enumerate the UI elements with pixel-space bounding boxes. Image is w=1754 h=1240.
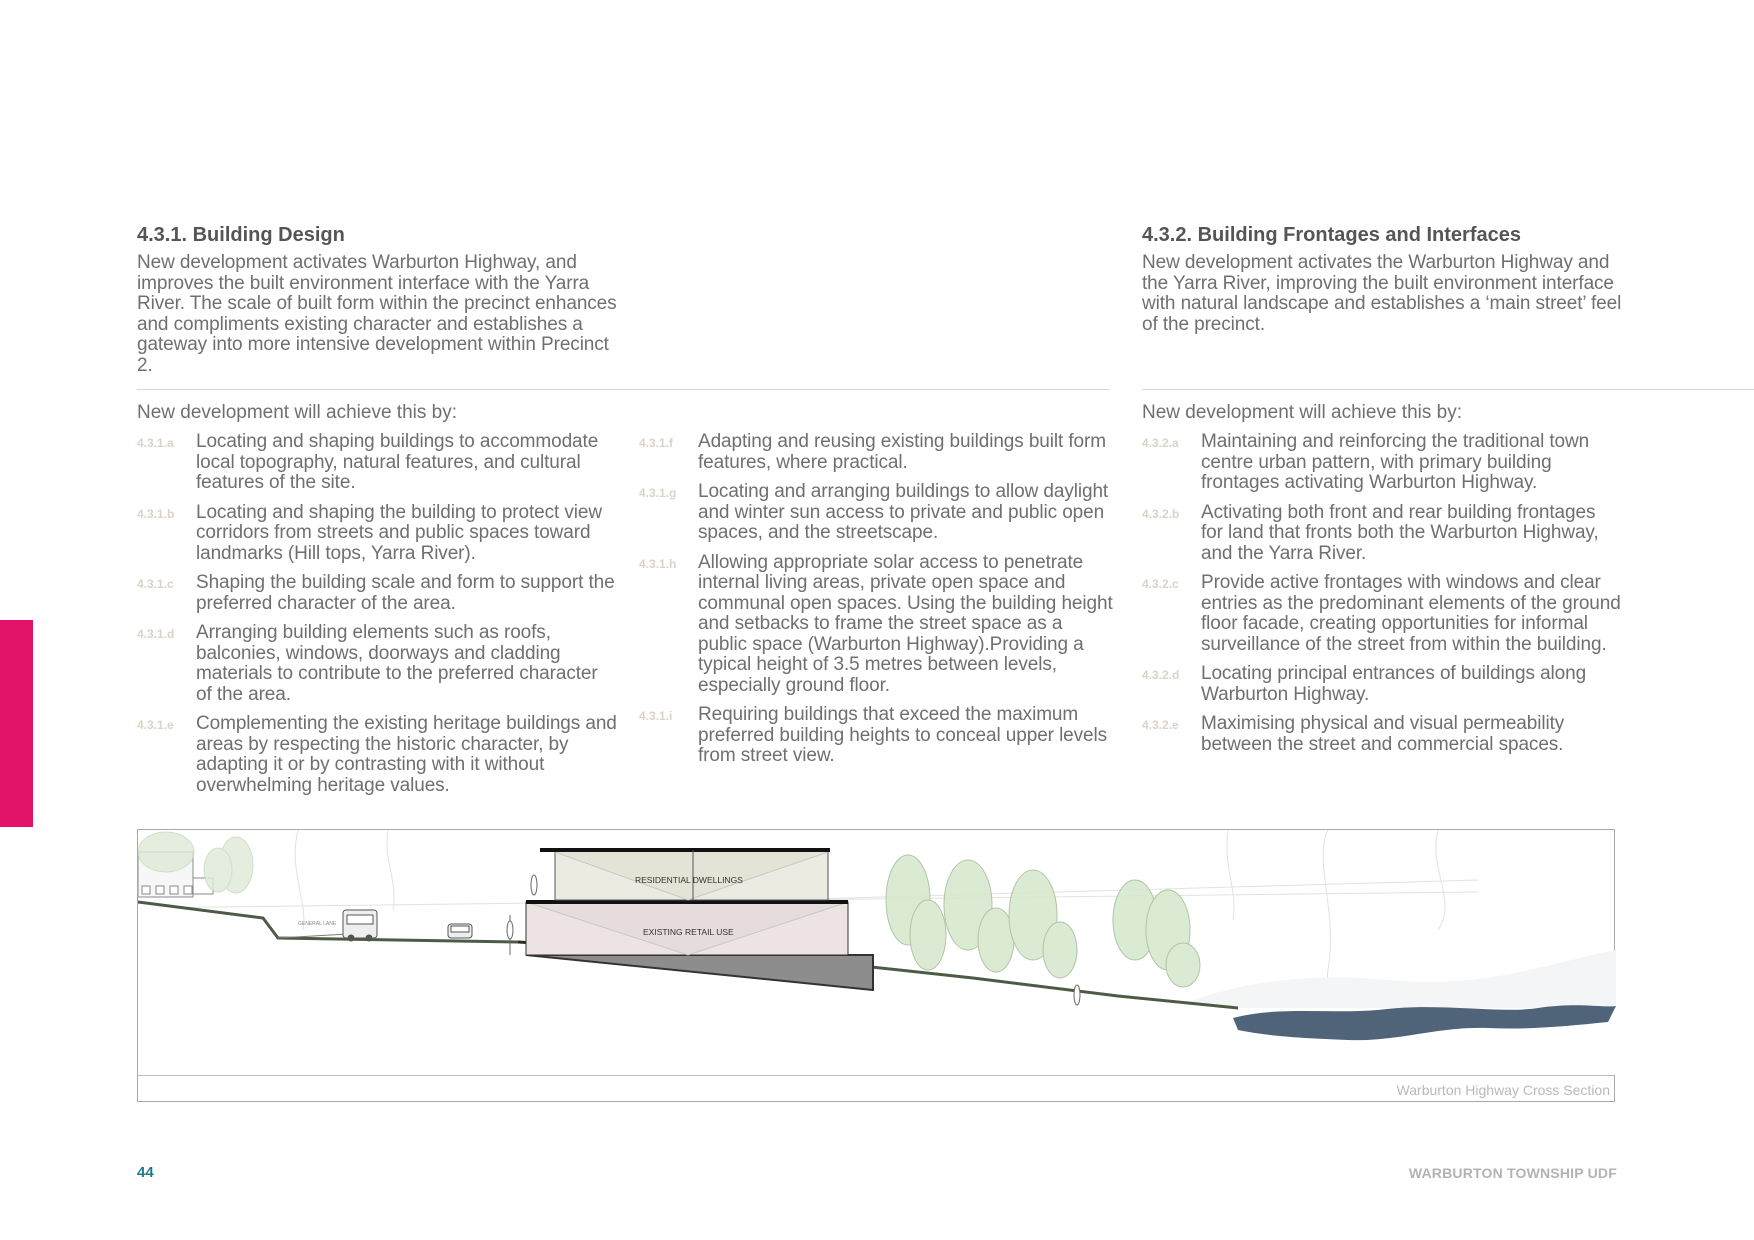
figure-label-residential: RESIDENTIAL DWELLINGS <box>635 875 743 885</box>
item-list <box>1142 432 1622 764</box>
section-heading: 4.3.1. Building Design <box>137 224 345 246</box>
section-building-frontages <box>1142 222 1622 335</box>
achieve-lead: New development will achieve this by: <box>137 402 457 423</box>
figure-label-retail: EXISTING RETAIL USE <box>643 927 734 937</box>
cross-section-illustration <box>138 830 1616 1075</box>
item-text: Locating principal entrances of buildings along Warburton Highway. <box>1201 663 1587 705</box>
list-item <box>137 573 617 614</box>
item-number: 4.3.1.f <box>639 436 674 450</box>
caption-divider <box>138 1075 1614 1076</box>
item-number: 4.3.2.b <box>1142 506 1180 521</box>
figure-caption: Warburton Highway Cross Section <box>1396 1082 1610 1098</box>
item-text: Provide active frontages with windows and clear entries as the predominant elements of the ground floor facade, creating opportunities for informal surveillance of the street from within the building. <box>1201 572 1621 655</box>
list-item <box>1142 714 1622 755</box>
item-text: Adapting and reusing existing buildings built form features, where practical. <box>698 431 1106 473</box>
item-number: 4.3.2.d <box>1142 668 1180 682</box>
item-text: Locating and shaping buildings to accommodate local topography, natural features, and cultural features of the site. <box>196 431 599 493</box>
page-number: 44 <box>137 1164 154 1181</box>
item-text: Arranging building elements such as roofs, balconies, windows, doorways and cladding materials to contribute to the preferred character of the area. <box>196 622 598 705</box>
item-number: 4.3.1.b <box>137 506 175 521</box>
item-text: Complementing the existing heritage buildings and areas by respecting the historic character, by adapting it or by contrasting with it without overwhelming heritage values. <box>196 713 617 796</box>
item-number: 4.3.2.a <box>1142 436 1179 450</box>
running-head: WARBURTON TOWNSHIP UDF <box>1408 1165 1617 1181</box>
item-text: Locating and shaping the building to protect view corridors from streets and public spaces toward landmarks (Hill tops, Yarra River). <box>196 501 602 564</box>
item-number: 4.3.2.c <box>1142 577 1179 591</box>
divider <box>1142 389 1754 390</box>
item-number: 4.3.1.g <box>639 486 677 500</box>
svg-text:GENERAL LANE: GENERAL LANE <box>298 921 337 927</box>
list-item <box>137 714 617 796</box>
section-intro: New development activates the Warburton Highway and the Yarra River, improving the built environment interface with natural landscape and establishes a ‘main street’ feel of the precinct. <box>1142 252 1622 335</box>
item-text: Allowing appropriate solar access to penetrate internal living areas, private open space and communal open spaces. Using the building height and setbacks to frame the street space as a public space (Warburton Highway).Providing a typical height of 3.5 metres between levels, especially ground floor. <box>698 551 1113 696</box>
item-number: 4.3.2.e <box>1142 718 1179 732</box>
item-number: 4.3.1.a <box>137 436 174 450</box>
list-item <box>1142 573 1622 655</box>
truck <box>343 910 377 941</box>
divider <box>137 389 1110 390</box>
list-item <box>639 553 1114 697</box>
list-item <box>1142 432 1622 494</box>
trees <box>886 855 1200 987</box>
car <box>448 924 472 938</box>
item-list <box>137 432 617 805</box>
item-text: Locating and arranging buildings to allow daylight and winter sun access to private and public open spaces, and the streetscape. <box>698 481 1109 543</box>
list-item <box>137 503 617 565</box>
item-text: Shaping the building scale and form to support the preferred character of the area. <box>196 572 615 614</box>
list-item <box>639 482 1114 544</box>
item-text: Maintaining and reinforcing the traditional town centre urban pattern, with primary building frontages activating Warburton Highway. <box>1201 431 1590 493</box>
achieve-lead: New development will achieve this by: <box>1142 402 1462 423</box>
item-number: 4.3.1.h <box>639 556 677 571</box>
accent-tab <box>0 620 33 827</box>
item-number: 4.3.1.d <box>137 627 175 641</box>
item-number: 4.3.1.i <box>639 709 673 723</box>
item-text: Activating both front and rear building frontages for land that fronts both the Warburton Highway, and the Yarra River. <box>1201 501 1599 564</box>
item-number: 4.3.1.e <box>137 718 174 732</box>
list-item <box>639 432 1114 473</box>
section-heading: 4.3.2. Building Frontages and Interfaces <box>1142 224 1521 246</box>
list-item <box>639 705 1114 767</box>
section-intro: New development activates Warburton Highway, and improves the built environment interface with the Yarra River. The scale of built form within the precinct enhances and compliments existing character and establishes a gateway into more intensive development within Precinct 2. <box>137 252 617 376</box>
list-item <box>137 623 617 705</box>
item-number: 4.3.1.c <box>137 577 174 591</box>
list-item <box>1142 503 1622 565</box>
item-text: Requiring buildings that exceed the maximum preferred building heights to conceal upper levels from street view. <box>698 704 1108 766</box>
item-list <box>639 432 1114 776</box>
list-item <box>137 432 617 494</box>
section-building-design <box>137 222 617 376</box>
cross-section-figure <box>137 829 1615 1102</box>
list-item <box>1142 664 1622 705</box>
item-text: Maximising physical and visual permeability between the street and commercial spaces. <box>1201 713 1565 755</box>
